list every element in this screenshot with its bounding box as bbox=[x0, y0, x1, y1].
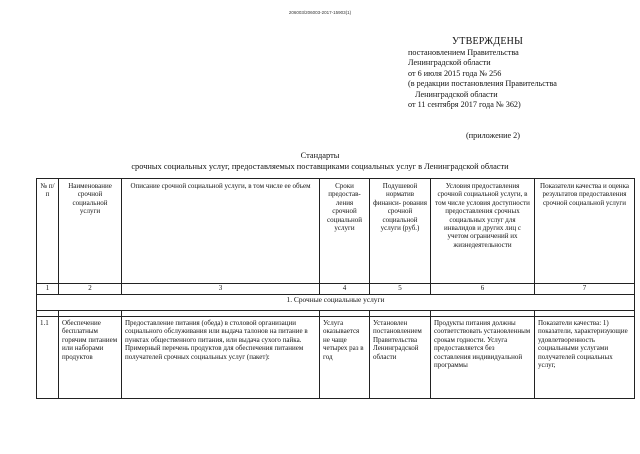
approval-line: от 6 июля 2015 года № 256 bbox=[408, 68, 502, 78]
heading-title: Стандарты bbox=[300, 151, 340, 160]
document-id: 206003/206003-2017-15903(1) bbox=[288, 10, 352, 15]
service-term bbox=[320, 317, 370, 399]
table-header-row bbox=[37, 179, 635, 284]
approval-line: Ленинградской области bbox=[408, 58, 491, 68]
header-cell: Подушевой норматив финанси- рования срочной социальной услуги (руб.) bbox=[370, 179, 431, 284]
header-cell: № п/п bbox=[37, 179, 59, 284]
service-name-text: Обеспечение бесплатным горячим питанием или наборами продуктов bbox=[62, 319, 118, 361]
column-number: 3 bbox=[122, 284, 320, 295]
service-name bbox=[59, 317, 122, 399]
service-conditions bbox=[431, 317, 535, 399]
approval-line: постановлением Правительства bbox=[408, 48, 519, 57]
section-title: 1. Срочные социальные услуги bbox=[37, 295, 635, 311]
section-row bbox=[37, 295, 635, 311]
service-description bbox=[122, 317, 320, 399]
row-number-text: 1.1 bbox=[40, 319, 49, 327]
header-cell: Описание срочной социальной услуги, в том числе ее объем bbox=[122, 179, 320, 284]
heading-subtitle: срочных социальных услуг, предоставляемых поставщиками социальных услуг в Ленинградской области bbox=[131, 161, 509, 171]
standards-table bbox=[36, 178, 635, 399]
column-number: 4 bbox=[320, 284, 370, 295]
column-number-row bbox=[37, 284, 635, 295]
column-number: 1 bbox=[37, 284, 59, 295]
header-cell: Наименование срочной социальной услуги bbox=[59, 179, 122, 284]
header-cell: Показатели качества и оценка результатов предоставления срочной социальной услуги bbox=[535, 179, 635, 284]
column-number: 7 bbox=[535, 284, 635, 295]
annex-label: (приложение 2) bbox=[466, 131, 521, 140]
service-term-text: Услуга оказывается не чаще четырех раз в год bbox=[323, 319, 364, 361]
approval-line: (в редакции постановления Правительства bbox=[408, 79, 557, 89]
approval-line: Ленинградской области bbox=[415, 89, 498, 99]
header-cell: Сроки предостав- ления срочной социальной услуги bbox=[320, 179, 370, 284]
service-norm-text: Установлен постановлением Правительства Ленинградской области bbox=[373, 319, 422, 361]
column-number: 5 bbox=[370, 284, 431, 295]
service-quality-text: Показатели качества: 1) показатели, характеризующие удовлетворенность социальными услугами получателей социальных услуг, bbox=[538, 319, 628, 370]
service-norm bbox=[370, 317, 431, 399]
column-number: 6 bbox=[431, 284, 535, 295]
approval-title: УТВЕРЖДЕНЫ bbox=[452, 36, 524, 47]
row-number bbox=[37, 317, 59, 399]
header-cell: Условия предоставления срочной социальной услуги, в том числе условия доступности предоставления срочных социальных услуг для инвалидов и других лиц с учетом ограничений их жизнедеятельности bbox=[431, 179, 535, 284]
service-conditions-text: Продукты питания должны соответствовать установленным срокам годности. Услуга предоставляется без составления индивидуальной программы bbox=[434, 319, 531, 370]
column-number: 2 bbox=[59, 284, 122, 295]
approval-block bbox=[408, 36, 633, 110]
service-quality bbox=[535, 317, 635, 399]
table-row bbox=[37, 317, 635, 399]
service-description-text: Предоставление питания (обеда) в столовой организации социального обслуживания или выдача талонов на питание в пунктах общественного питания, или выдача сухого пайка. Примерный перечень продуктов для обеспечения питанием получателей срочных социальных услуг (пакет): bbox=[125, 319, 308, 361]
approval-line: от 11 сентября 2017 года № 362) bbox=[408, 100, 521, 110]
document-heading bbox=[0, 151, 640, 172]
